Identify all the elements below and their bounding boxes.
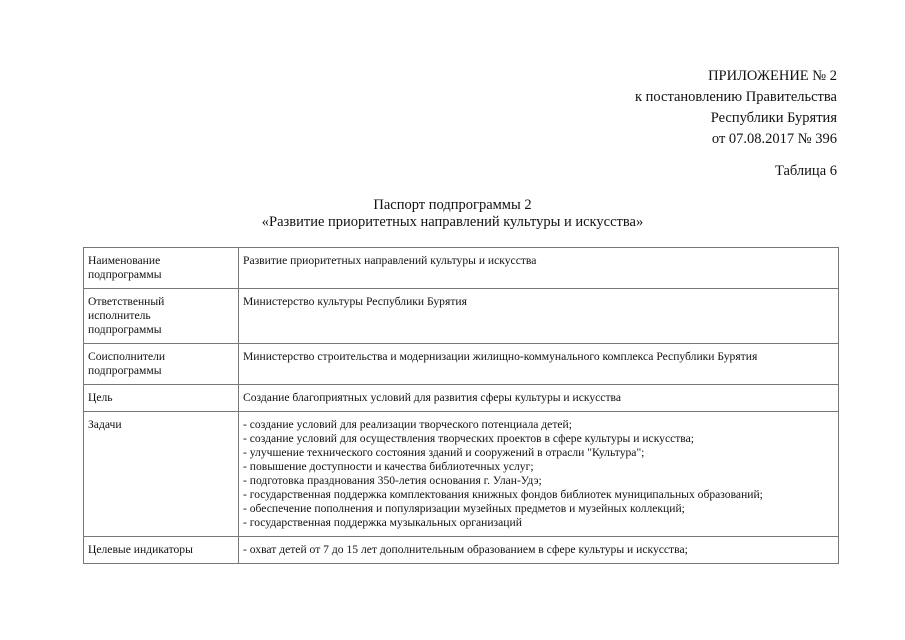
task-item: - обеспечение пополнения и популяризации музейных предметов и музейных коллекций; bbox=[243, 502, 685, 515]
label-line: Цель bbox=[88, 391, 113, 404]
table-row bbox=[84, 385, 839, 412]
task-item: - повышение доступности и качества библиотечных услуг; bbox=[243, 460, 534, 473]
table-row bbox=[84, 289, 839, 344]
table-row bbox=[84, 412, 839, 537]
table-number: Таблица 6 bbox=[774, 163, 837, 179]
row-value bbox=[239, 248, 839, 289]
label-line: исполнитель bbox=[88, 309, 151, 322]
label-line: подпрограммы bbox=[88, 323, 162, 336]
row-label bbox=[84, 344, 239, 385]
label-line: Наименование bbox=[88, 254, 161, 267]
label-line: Целевые индикаторы bbox=[88, 543, 193, 556]
task-item: - государственная поддержка комплектования книжных фондов библиотек муниципальных образований; bbox=[243, 488, 763, 501]
title-line: Паспорт подпрограммы 2 bbox=[373, 197, 532, 213]
value-line: Создание благоприятных условий для развития сферы культуры и искусства bbox=[243, 391, 621, 404]
appendix-header bbox=[635, 66, 837, 150]
value-line: Министерство строительства и модернизации жилищно-коммунального комплекса Республики Бурятия bbox=[243, 350, 758, 363]
row-label bbox=[84, 289, 239, 344]
table-row bbox=[84, 248, 839, 289]
value-line: Министерство культуры Республики Бурятия bbox=[243, 295, 467, 308]
label-line: подпрограммы bbox=[88, 268, 162, 281]
task-item: - создание условий для осуществления творческих проектов в сфере культуры и искусства; bbox=[243, 432, 695, 445]
table-row bbox=[84, 537, 839, 564]
task-item: - улучшение технического состояния зданий и сооружений в отрасли "Культура"; bbox=[243, 446, 645, 459]
task-item: - подготовка празднования 350-летия основания г. Улан-Удэ; bbox=[243, 474, 542, 487]
row-value bbox=[239, 385, 839, 412]
label-line: Соисполнители bbox=[88, 350, 166, 363]
row-label bbox=[84, 537, 239, 564]
label-line: Ответственный bbox=[88, 295, 165, 308]
document-title bbox=[0, 197, 905, 231]
title-line: «Развитие приоритетных направлений культуры и искусства» bbox=[261, 214, 644, 230]
appendix-date: от 07.08.2017 № 396 bbox=[711, 131, 837, 147]
task-item: - создание условий для реализации творческого потенциала детей; bbox=[243, 418, 572, 431]
row-value bbox=[239, 537, 839, 564]
passport-table bbox=[83, 247, 839, 564]
appendix-title: ПРИЛОЖЕНИЕ № 2 bbox=[708, 68, 837, 84]
label-line: Задачи bbox=[88, 418, 122, 431]
appendix-line: Республики Бурятия bbox=[710, 110, 837, 126]
row-label bbox=[84, 385, 239, 412]
value-line: Развитие приоритетных направлений культуры и искусства bbox=[243, 254, 537, 267]
table-row bbox=[84, 344, 839, 385]
appendix-line: к постановлению Правительства bbox=[635, 89, 837, 105]
row-label bbox=[84, 412, 239, 537]
label-line: подпрограммы bbox=[88, 364, 162, 377]
value-line: - охват детей от 7 до 15 лет дополнительным образованием в сфере культуры и искусства; bbox=[243, 543, 688, 556]
row-value bbox=[239, 344, 839, 385]
row-value bbox=[239, 412, 839, 537]
row-label bbox=[84, 248, 239, 289]
row-value bbox=[239, 289, 839, 344]
task-item: - государственная поддержка музыкальных организаций bbox=[243, 516, 522, 529]
